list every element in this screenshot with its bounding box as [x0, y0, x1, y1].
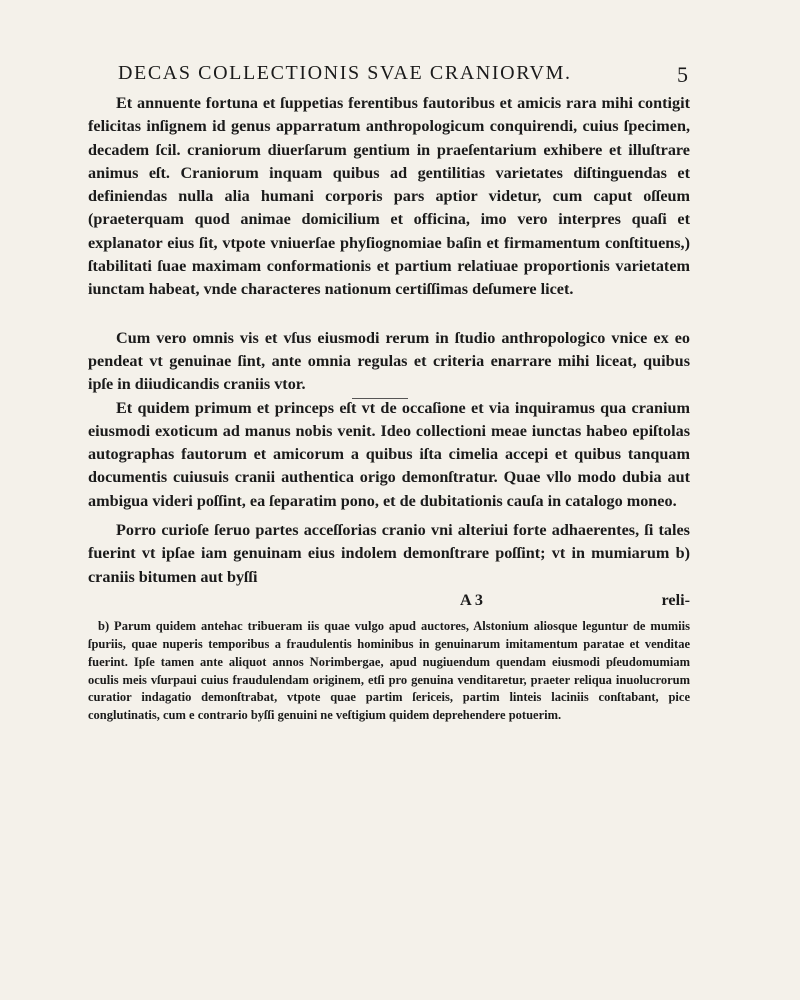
page-number: 5 [677, 62, 688, 87]
paragraph-1: Et annuente fortuna et ſuppetias ferentibus fautoribus et amicis rara mihi contigit felicitas inſignem id genus apparratum anthropologicum conquirendi, cuius ſpecimen, decadem ſcil. craniorum diuerſarum gentium in praeſentarium exhibere et illuſtrare animus eſt. Craniorum inquam quibus ad gentilitias varietates diſtinguendas et definiendas nulla alia humani corporis pars aptior videtur, cum caput oſſeum (praeterquam quod animae domicilium et officina, imo vero interpres quaſi et explanator eius ſit, vtpote vniuerſae phyſiognomiae baſin et firmamentum conſtituens,) ſtabilitati ſuae maximam conformationis et partium relatiuae proportionis varietatem iunctam habeat, vnde characteres nationum certiſſimas deſumere licet. [88, 94, 690, 299]
catchword: reli- [661, 590, 690, 609]
running-title: DECAS COLLECTIONIS SVAE CRANIORVM. [118, 62, 572, 84]
paragraph-4: Porro curioſe ſeruo partes acceſſorias cranio vni alteriui forte adhaerentes, ſi tales fuerint vt ipſae iam genuinam eius indolem demonſtrare poſſint; vt in mumiarum b) craniis bitumen aut byſſi [88, 521, 690, 586]
section-divider [352, 398, 408, 399]
main-text [88, 92, 690, 725]
paragraph-3: Et quidem primum et princeps eſt vt de occaſione et via inquiramus qua cranium eiusmodi exoticum ad manus nobis venit. Ideo collectioni meae iunctas habeo epiſtolas autographas fautorum et amicorum a quibus iſta cimelia accepi et quibus tanquam documentis cuiusuis cranii authentica origo demonſtratur. Quae vllo modo dubia aut ambigua videri poſſint, ea ſeparatim pono, et de dubitationis cauſa in catalogo moneo. [88, 398, 690, 510]
page-header [118, 62, 688, 90]
footnote-text: b) Parum quidem antehac tribueram iis quae vulgo apud auctores, Alstonium aliosque leguntur de mumiis ſpuriis, quae nuperis temporibus a fraudulentis hominibus in genuinarum imitamentum paratae et venditae fuerint. Ipſe tamen ante aliquot annos Norimbergae, apud nugiuendum quendam eiusmodi pſeudomumiam oculis meis vſurpaui cuius fraudulendam originem, etſi pro genuina venditaretur, praeter reliqua inuolucrorum curatior indagatio demonſtrabat, vtpote quae partim ſericeis, partim linteis laciniis conſtabant, pice conglutinatis, cum e contrario byſſi genuini ne veſtigium quidem deprehendere potuerim. [88, 619, 690, 723]
signature-line [88, 589, 690, 612]
footnote [88, 618, 690, 725]
paragraph-2: Cum vero omnis vis et vſus eiusmodi rerum in ſtudio anthropologico vnice ex eo pendeat vt genuinae ſint, ante omnia regulas et criteria enarrare mihi liceat, quibus ipſe in diiudicandis craniis vtor. [88, 328, 690, 394]
signature-mark: A 3 [460, 590, 483, 609]
